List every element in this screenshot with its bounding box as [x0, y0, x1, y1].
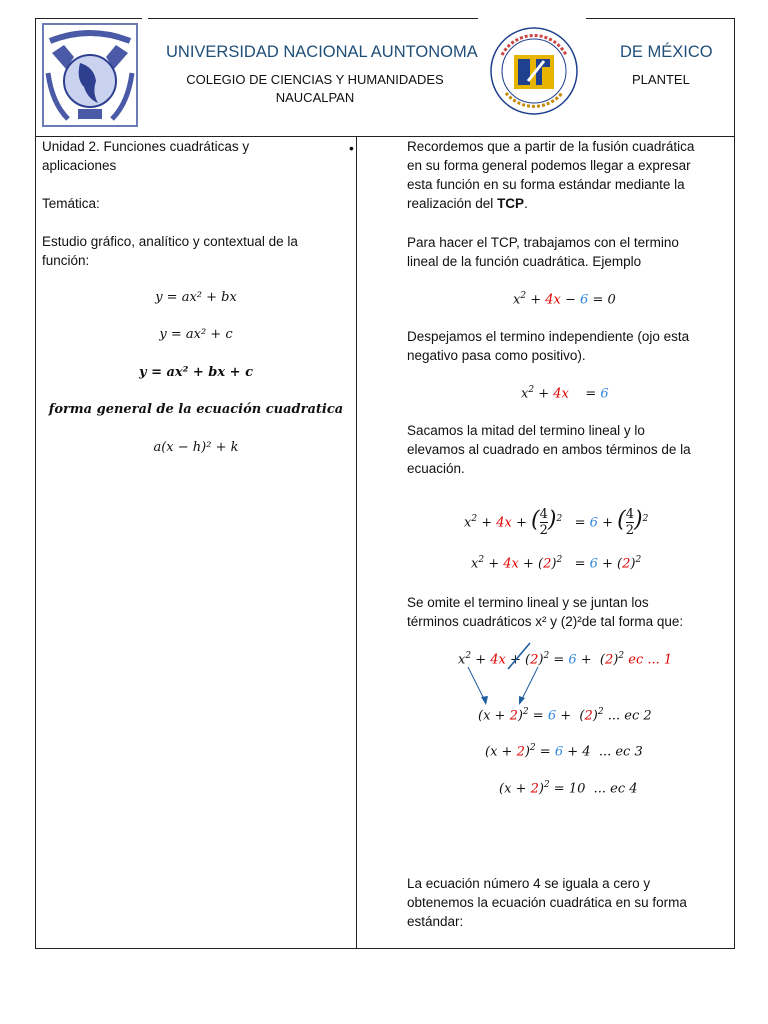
- completing-square-fraction: $x^2 + 4x$ + ( $\frac{4}{2}$ )$^2$ = 6 + ( $\frac{4}{2}$ )$^2$: [464, 507, 649, 539]
- tcp-line-2: lineal de la función cuadrática. Ejemplo: [407, 254, 642, 269]
- document-page: [35, 18, 735, 949]
- ec1-tag: ec ... 1: [628, 652, 673, 668]
- equation-ec2: $(x + 2)^2 = 6 + (2)^2$ ... ec 2: [478, 707, 652, 724]
- intro-line-2: en su forma general podemos llegar a expresar: [407, 158, 691, 173]
- study-text: [42, 232, 298, 270]
- intro-line-4-end: .: [524, 196, 528, 211]
- general-form-caption: forma general de la ecuación cuadratica: [48, 402, 344, 417]
- intro-line-3: esta función en su forma estándar mediante la: [407, 177, 685, 192]
- half-line-1: Sacamos la mitad del termino lineal y lo: [407, 423, 645, 438]
- paragraph-intro: [407, 137, 694, 213]
- column-divider: [356, 137, 357, 949]
- half-line-3: ecuación.: [407, 461, 465, 476]
- half-line-2: elevamos al cuadrado en ambos términos de la: [407, 442, 691, 457]
- arrows-annotation: [456, 637, 566, 709]
- example-equation: $x^2 + 4x - 6 = 0$: [513, 291, 616, 308]
- standard-line-3: estándar:: [407, 914, 464, 929]
- unam-seal-logo: [42, 23, 138, 127]
- college-line-1: COLEGIO DE CIENCIAS Y HUMANIDADES: [186, 72, 444, 87]
- unit-line-2: aplicaciones: [42, 158, 117, 173]
- isolate-line-1: Despejamos el termino independiente (ojo esta: [407, 329, 690, 344]
- topic-label: Temática:: [42, 196, 100, 211]
- college-name: [176, 71, 454, 107]
- cch-naucalpan-logo: [488, 25, 580, 117]
- university-name: UNIVERSIDAD NACIONAL AUNTONOMA: [166, 43, 478, 61]
- tcp-line-1: Para hacer el TCP, trabajamos con el termino: [407, 235, 679, 250]
- college-line-2: NAUCALPAN: [275, 90, 355, 105]
- tcp-term: TCP: [497, 196, 525, 211]
- paragraph-half: [407, 421, 691, 478]
- study-line-1: Estudio gráfico, analítico y contextual de la: [42, 234, 298, 249]
- header: [36, 19, 734, 137]
- study-line-2: función:: [42, 253, 90, 268]
- standard-line-1: La ecuación número 4 se iguala a cero y: [407, 876, 651, 891]
- isolated-equation: $x^2 + 4x$ = 6: [521, 385, 609, 402]
- bullet-icon: •: [349, 140, 354, 156]
- equation-ec1: $x^2 + 4x + (2)^2 = 6 + (2)^2$ ec ... 1: [458, 651, 673, 668]
- equation-ec3: $(x + 2)^2 = 6 + 4$ ... ec 3: [485, 743, 643, 760]
- paragraph-omit: [407, 593, 683, 631]
- ec2-tag: ... ec 2: [607, 708, 652, 724]
- campus-label: PLANTEL: [632, 72, 690, 87]
- unit-title: [42, 137, 249, 175]
- intro-line-4-text: realización del: [407, 196, 498, 211]
- omit-line-2: términos cuadráticos x² y (2)²de tal forma que:: [407, 614, 684, 629]
- equation-vertex-form: a(x − h)² + k: [153, 440, 239, 455]
- equation-c: y = ax² + c: [159, 327, 233, 342]
- standard-line-2: obtenemos la ecuación cuadrática en su forma: [407, 895, 687, 910]
- paragraph-tcp: [407, 233, 679, 271]
- omit-line-1: Se omite el termino lineal y se juntan los: [407, 595, 649, 610]
- isolate-line-2: negativo pasa como positivo).: [407, 348, 586, 363]
- equation-bx: y = ax² + bx: [155, 290, 237, 305]
- intro-line-4: [407, 194, 694, 213]
- unit-line-1: Unidad 2. Funciones cuadráticas y: [42, 139, 250, 154]
- ec4-tag: ... ec 4: [593, 781, 638, 797]
- completing-square-simplified: $x^2 + 4x + (2)^2 = 6 + (2)^2$: [471, 555, 642, 572]
- equation-ec4: $(x + 2)^2 = 10$ ... ec 4: [499, 780, 638, 797]
- intro-line-1: Recordemos que a partir de la fusión cuadrática: [407, 139, 695, 154]
- equation-general: y = ax² + bx + c: [138, 365, 253, 380]
- country-name: DE MÉXICO: [620, 43, 713, 61]
- paragraph-isolate: [407, 327, 689, 365]
- ec3-tag: ... ec 3: [598, 744, 643, 760]
- paragraph-standard: [407, 874, 687, 931]
